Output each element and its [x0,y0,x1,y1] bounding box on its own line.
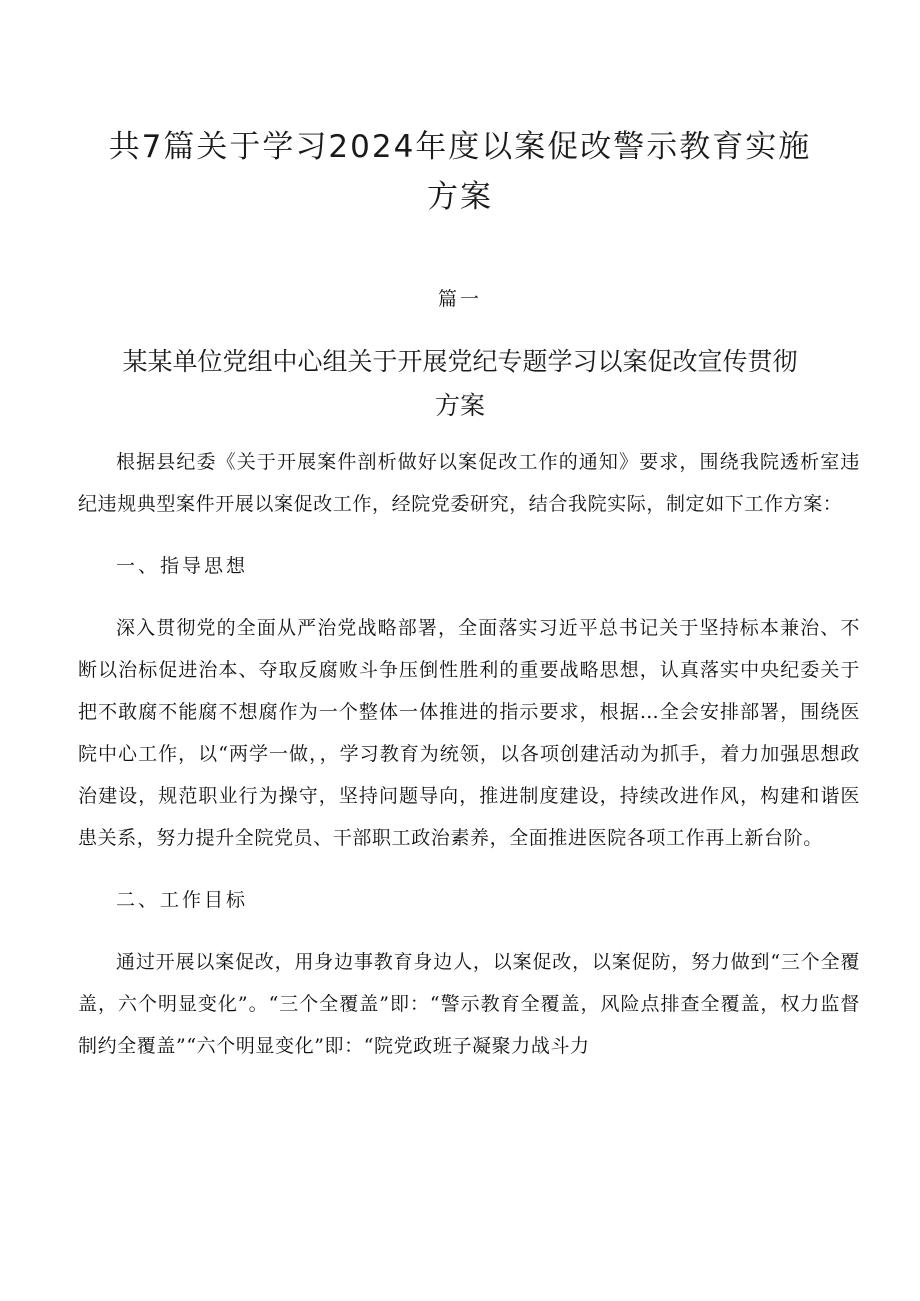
sub-title: 某某单位党组中心组关于开展党纪专题学习以案促改宣传贯彻方案 [122,347,798,420]
guiding-ideology-paragraph: 深入贯彻党的全面从严治党战略部署，全面落实习近平总书记关于坚持标本兼治、不断以治标促进治本、夺取反腐败斗争压倒性胜利的重要战略思想，认真落实中央纪委关于把不敢腐不能腐不想腐作为一个整体一体推进的指示要求，根据…全会安排部署，围绕医院中心工作，以“两学一做，，学习教育为统领，以各项创建活动为抓手，着力加强思想政治建设，规范职业行为操守，坚持问题导向，推进制度建设，持续改进作风，构建和谐医患关系，努力提升全院党员、干部职工政治素养，全面推进医院各项工作再上新台阶。 [78,617,860,849]
main-title: 共7篇关于学习2024年度以案促改警示教育实施方案 [108,129,812,215]
section-heading-guiding-ideology: 一、指导思想 [116,555,249,577]
part-label: 篇一 [437,288,482,310]
work-goals-paragraph: 通过开展以案促改，用身边事教育身边人，以案促改，以案促防，努力做到“三个全覆盖，六个明显变化”。“三个全覆盖”即：“警示教育全覆盖，风险点排查全覆盖，权力监督制约全覆盖”“六个明显变化”即：“院党政班子凝聚力战斗力 [78,951,860,1057]
document-body [78,441,860,1087]
section-heading-work-goals: 二、工作目标 [116,889,249,911]
intro-paragraph: 根据县纪委《关于开展案件剖析做好以案促改工作的通知》要求，围绕我院透析室违纪违规典型案件开展以案促改工作，经院党委研究，结合我院实际，制定如下工作方案： [78,451,860,515]
